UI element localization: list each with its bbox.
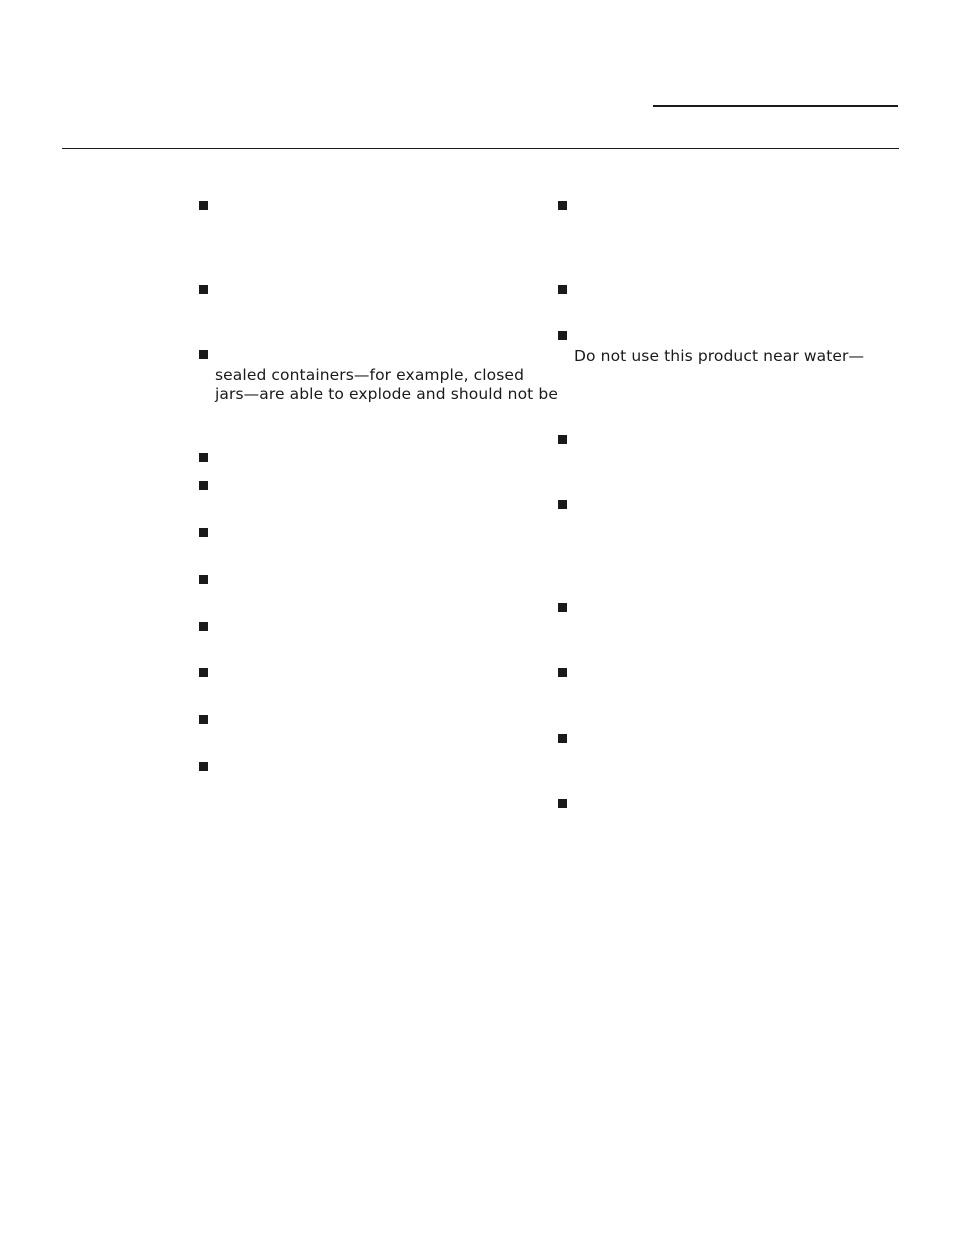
bullet-marker (199, 622, 208, 631)
bullet-marker (558, 500, 567, 509)
bullet-marker (199, 528, 208, 537)
bullet-marker (558, 734, 567, 743)
header-rule-long (62, 148, 899, 149)
bullet-marker (558, 668, 567, 677)
bullet-marker (199, 285, 208, 294)
left-item-3-line-3: jars—are able to explode and should not be (215, 385, 558, 403)
bullet-marker (199, 350, 208, 359)
bullet-marker (558, 603, 567, 612)
bullet-marker (558, 799, 567, 808)
bullet-marker (199, 668, 208, 677)
bullet-marker (558, 201, 567, 210)
bullet-marker (199, 481, 208, 490)
bullet-marker (199, 201, 208, 210)
bullet-marker (199, 575, 208, 584)
bullet-marker (558, 285, 567, 294)
left-item-3-line-2: sealed containers—for example, closed (215, 366, 525, 384)
bullet-marker (199, 453, 208, 462)
bullet-marker (558, 435, 567, 444)
right-item-3-line-2: Do not use this product near water— (574, 347, 865, 365)
bullet-marker (199, 715, 208, 724)
header-rule-short (653, 105, 898, 107)
bullet-marker (558, 331, 567, 340)
bullet-marker (199, 762, 208, 771)
